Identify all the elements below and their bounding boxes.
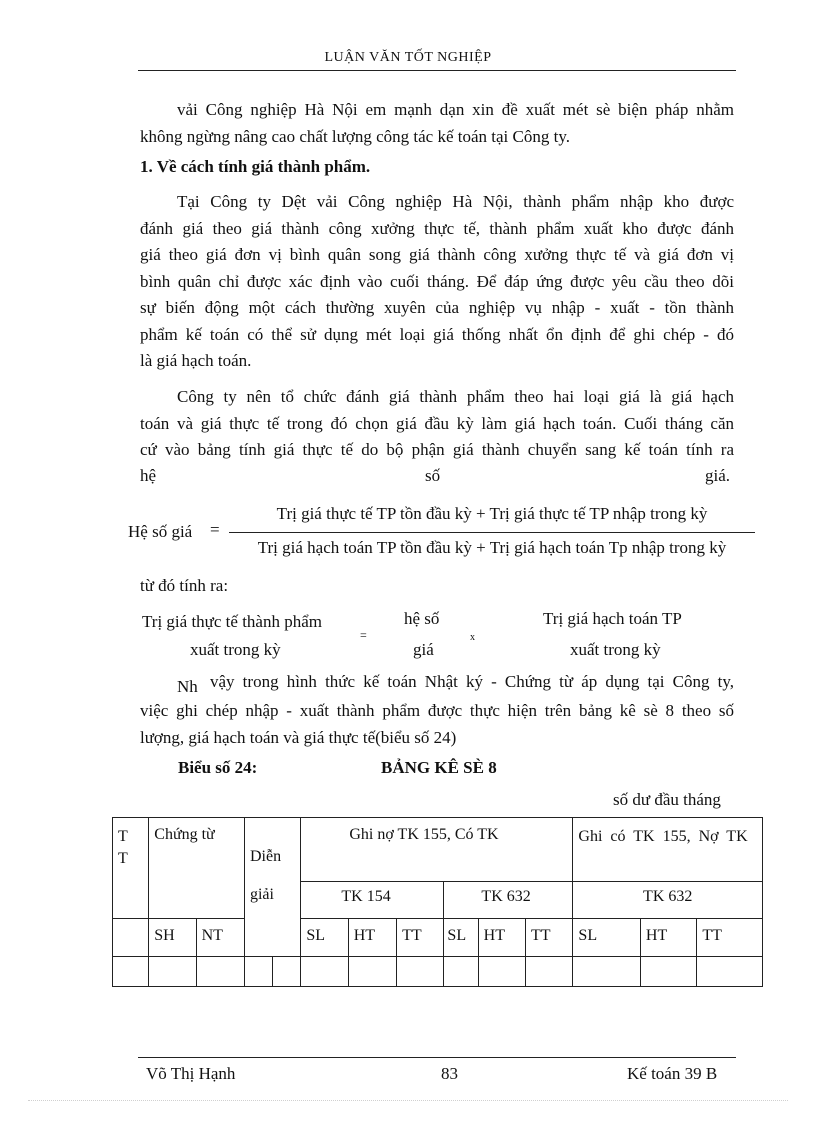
empty-cell bbox=[348, 957, 396, 987]
footer-rule bbox=[138, 1057, 736, 1058]
formula2-rhs-line2: xuất trong kỳ bbox=[570, 640, 661, 659]
formula2-times: x bbox=[470, 632, 475, 643]
table-title: BẢNG KÊ SÈ 8 bbox=[381, 758, 497, 777]
empty-cell bbox=[244, 957, 272, 987]
formula2-equals: = bbox=[360, 628, 367, 642]
formula1-denominator: Trị giá hạch toán TP tồn đầu kỳ + Trị giá hạch toán Tp nhập trong kỳ bbox=[257, 538, 727, 557]
footer-class: Kế toán 39 B bbox=[627, 1064, 718, 1083]
para3-line1: vậy trong hình thức kế toán Nhật ký - Chứng từ áp dụng tại Công ty, bbox=[210, 672, 734, 691]
header-tt-amount: TT bbox=[397, 919, 444, 957]
header-ghi-co: Ghi có TK 155, Nợ TK bbox=[573, 818, 763, 882]
text-line: cứ vào bảng tính giá thực tế do bộ phận giá thành chuyển sang kế toán tính ra bbox=[140, 440, 734, 459]
header-tt-amount: TT bbox=[526, 919, 573, 957]
empty-cell bbox=[196, 957, 244, 987]
header-tk632-debit: TK 632 bbox=[444, 882, 573, 919]
empty-cell bbox=[273, 957, 301, 987]
footer-author: Võ Thị Hạnh bbox=[146, 1064, 236, 1083]
text-line: bình quân chỉ được xác định vào cuối tháng. Để đáp ứng được yêu cầu theo dõi bbox=[140, 271, 734, 291]
blank-cell bbox=[113, 919, 149, 957]
empty-cell bbox=[478, 957, 525, 987]
empty-cell bbox=[149, 957, 196, 987]
header-dien-giai: Diễn giải bbox=[244, 818, 300, 957]
header-sh: SH bbox=[149, 919, 196, 957]
formula1-equals: = bbox=[210, 520, 220, 539]
text-line: là giá hạch toán. bbox=[140, 351, 252, 370]
paragraph-3 bbox=[140, 698, 734, 751]
text-line: vải Công nghiệp Hà Nội em mạnh dạn xin đề xuất mét sè biện pháp nhằm bbox=[177, 100, 734, 119]
formula1-lhs: Hệ số giá bbox=[128, 522, 193, 541]
para2-word-so: số bbox=[425, 466, 441, 485]
para3-start: Nh bbox=[177, 677, 198, 696]
empty-cell bbox=[301, 957, 348, 987]
header-nt: NT bbox=[196, 919, 244, 957]
text-line: sự biến động một cách thường xuyên của nghiệp vụ nhập - xuất - tồn thành bbox=[140, 298, 734, 317]
page-edge-dotted-line bbox=[28, 1100, 788, 1101]
ledger-table bbox=[112, 817, 763, 987]
text-line: toán và giá thực tế trong đó chọn giá đầu kỳ làm giá hạch toán. Cuối tháng căn bbox=[140, 413, 734, 433]
header-tk632-credit: TK 632 bbox=[573, 882, 763, 919]
page-number: 83 bbox=[441, 1064, 458, 1083]
header-rule bbox=[138, 70, 736, 71]
formula2-lhs-line2: xuất trong kỳ bbox=[190, 640, 281, 659]
header-ht: HT bbox=[478, 919, 525, 957]
para2-word-gia: giá. bbox=[705, 466, 731, 485]
header-tt-amount: TT bbox=[697, 919, 763, 957]
fraction-bar bbox=[229, 532, 755, 533]
intro-paragraph bbox=[140, 97, 734, 150]
formula1-numerator: Trị giá thực tế TP tồn đầu kỳ + Trị giá thực tế TP nhập trong kỳ bbox=[276, 504, 708, 523]
balance-note: số dư đầu tháng bbox=[613, 790, 721, 809]
text-line: việc ghi chép nhập - xuất thành phẩm được thực hiện trên bảng kê sè 8 theo số bbox=[140, 701, 734, 720]
header-ht: HT bbox=[348, 919, 396, 957]
header-sl: SL bbox=[573, 919, 641, 957]
text-line: Tại Công ty Dệt vải Công nghiệp Hà Nội, thành phẩm nhập kho được bbox=[177, 192, 734, 211]
text-line: giá theo giá đơn vị bình quân song giá thành công xưởng thực tế và giá đơn vị bbox=[140, 245, 734, 264]
header-tt: T T bbox=[113, 818, 149, 919]
running-header: LUẬN VĂN TỐT NGHIỆP bbox=[324, 50, 492, 65]
section-heading: 1. Về cách tính giá thành phẩm. bbox=[140, 157, 371, 176]
empty-cell bbox=[444, 957, 478, 987]
empty-cell bbox=[697, 957, 763, 987]
header-sl: SL bbox=[301, 919, 348, 957]
from-that-text: từ đó tính ra: bbox=[140, 576, 229, 595]
header-ht: HT bbox=[640, 919, 696, 957]
para2-word-he: hệ bbox=[140, 466, 157, 485]
text-line: đánh giá theo giá thành công xưởng thực tế, thành phẩm xuất kho được đánh bbox=[140, 218, 734, 238]
header-tk154: TK 154 bbox=[301, 882, 444, 919]
text-line: không ngừng nâng cao chất lượng công tác kế toán tại Công ty. bbox=[140, 126, 570, 146]
paragraph-1 bbox=[140, 189, 734, 375]
formula2-mid-line2: giá bbox=[413, 640, 434, 659]
empty-cell bbox=[397, 957, 444, 987]
text-line: phẩm kế toán có thể sử dụng mét loại giá thống nhất ổn định để ghi chép - đó bbox=[140, 324, 734, 344]
header-chung-tu: Chứng từ bbox=[149, 818, 245, 919]
empty-cell bbox=[526, 957, 573, 987]
table-label: Biểu số 24: bbox=[178, 758, 258, 777]
header-sl: SL bbox=[444, 919, 478, 957]
text-line: lượng, giá hạch toán và giá thực tế(biểu số 24) bbox=[140, 727, 457, 747]
formula2-rhs-line1: Trị giá hạch toán TP bbox=[543, 609, 682, 628]
empty-cell bbox=[640, 957, 696, 987]
formula2-mid-line1: hệ số bbox=[404, 609, 440, 628]
formula2-lhs-line1: Trị giá thực tế thành phẩm bbox=[142, 612, 322, 631]
empty-cell bbox=[573, 957, 641, 987]
text-line: Công ty nên tổ chức đánh giá thành phẩm theo hai loại giá là giá hạch bbox=[177, 387, 734, 406]
empty-cell bbox=[113, 957, 149, 987]
header-ghi-no: Ghi nợ TK 155, Có TK bbox=[301, 818, 573, 882]
paragraph-2 bbox=[140, 384, 734, 464]
